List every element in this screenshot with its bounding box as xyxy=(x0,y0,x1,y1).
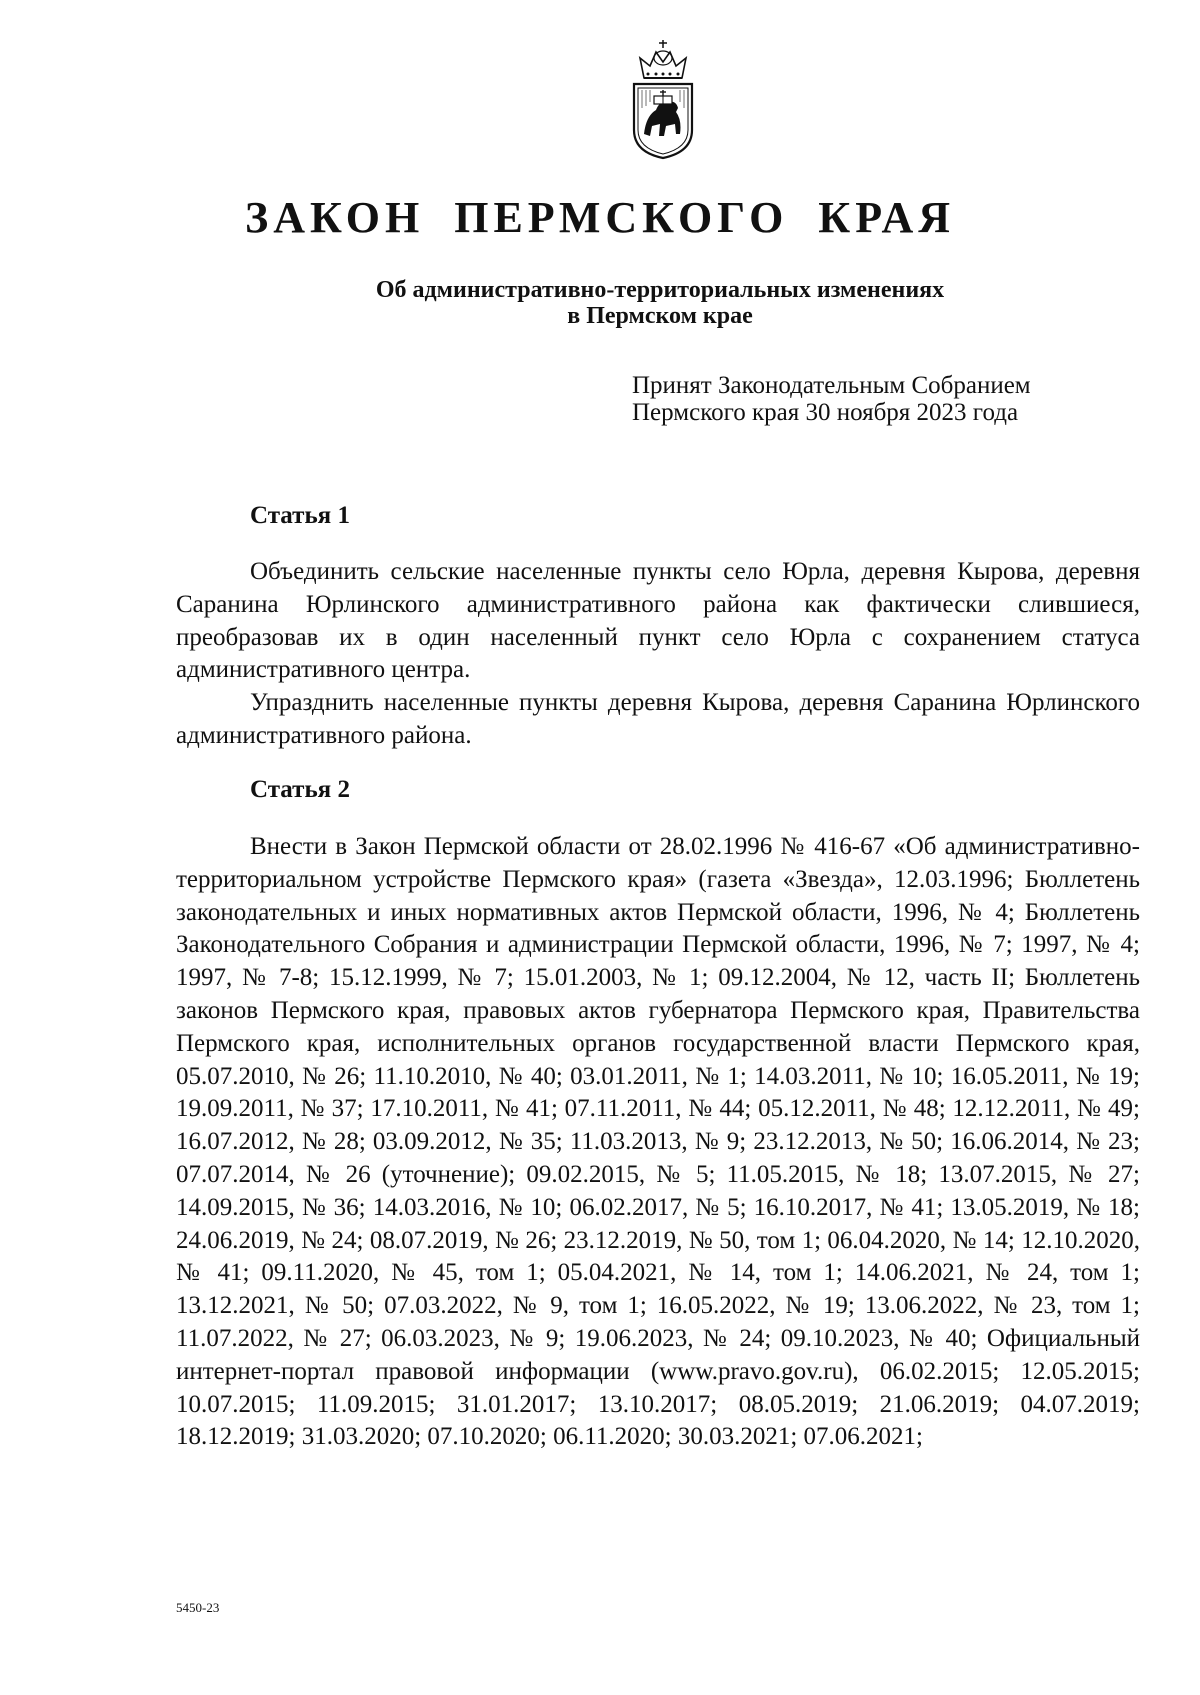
document-title: ЗАКОН ПЕРМСКОГО КРАЯ xyxy=(244,193,956,242)
adoption-note xyxy=(632,372,1112,426)
article-2-body xyxy=(176,831,1140,1454)
adoption-line-2: Пермского края 30 ноября 2023 года xyxy=(632,399,1019,426)
article-2-paragraph-1: Внести в Закон Пермской области от 28.02.1996 № 416-67 «Об административно-территориальном устройстве Пермского края» (газета «Звезда», 12.03.1996; Бюллетень законодательных и иных нормативных актов Пермской области, 1996, № 4; Бюллетень Законодательного Собрания и администрации Пермской области, 1996, № 7; 1997, № 4; 1997, № 7-8; 15.12.1999, № 7; 15.01.2003, № 1; 09.12.2004, № 12, часть II; Бюллетень законов Пермского края, правовых актов губернатора Пермского края, Правительства Пермского края, исполнительных органов государственной власти Пермского края, 05.07.2010, № 26; 11.10.2010, № 40; 03.01.2011, № 1; 14.03.2011, № 10; 16.05.2011, № 19; 19.09.2011, № 37; 17.10.2011, № 41; 07.11.2011, № 44; 05.12.2011, № 48; 12.12.2011, № 49; 16.07.2012, № 28; 03.09.2012, № 35; 11.03.2013, № 9; 23.12.2013, № 50; 16.06.2014, № 23; 07.07.2014, № 26 (уточнение); 09.02.2015, № 5; 11.05.2015, № 18; 13.07.2015, № 27; 14.09.2015, № 36; 14.03.2016, № 10; 06.02.2017, № 5; 16.10.2017, № 41; 13.05.2019, № 18; 24.06.2019, № 24; 08.07.2019, № 26; 23.12.2019, № 50, том 1; 06.04.2020, № 14; 12.10.2020, № 41; 09.11.2020, № 45, том 1; 05.04.2021, № 14, том 1; 14.06.2021, № 24, том 1; 13.12.2021, № 50; 07.03.2022, № 9, том 1; 16.05.2022, № 19; 13.06.2022, № 23, том 1; 11.07.2022, № 27; 06.03.2023, № 9; 19.06.2023, № 24; 09.10.2023, № 40; Официальный интернет-портал правовой информации (www.pravo.gov.ru), 06.02.2015; 12.05.2015; 10.07.2015; 11.09.2015; 31.01.2017; 13.10.2017; 08.05.2019; 21.06.2019; 04.07.2019; 18.12.2019; 31.03.2020; 07.10.2020; 06.11.2020; 30.03.2021; 07.06.2021; xyxy=(176,833,1140,1451)
subtitle-line-2: в Пермском крае xyxy=(567,303,753,329)
document-subtitle xyxy=(300,277,1020,329)
coat-of-arms-icon xyxy=(626,38,700,160)
subtitle-line-1: Об административно-территориальных изменениях xyxy=(375,277,945,303)
article-2-heading: Статья 2 xyxy=(250,776,350,803)
adoption-line-1: Принят Законодательным Собранием xyxy=(632,372,1031,399)
article-1-heading: Статья 1 xyxy=(250,502,350,529)
article-1-paragraph-2: Упразднить населенные пункты деревня Кырова, деревня Саранина Юрлинского административного района. xyxy=(176,689,1140,749)
document-number: 5450-23 xyxy=(176,1600,220,1615)
article-1-paragraph-1: Объединить сельские населенные пункты село Юрла, деревня Кырова, деревня Саранина Юрлинского административного района как фактически слившиеся, преобразовав их в один населенный пункт село Юрла с сохранением статуса административного центра. xyxy=(176,558,1140,684)
article-1-body xyxy=(176,556,1140,753)
